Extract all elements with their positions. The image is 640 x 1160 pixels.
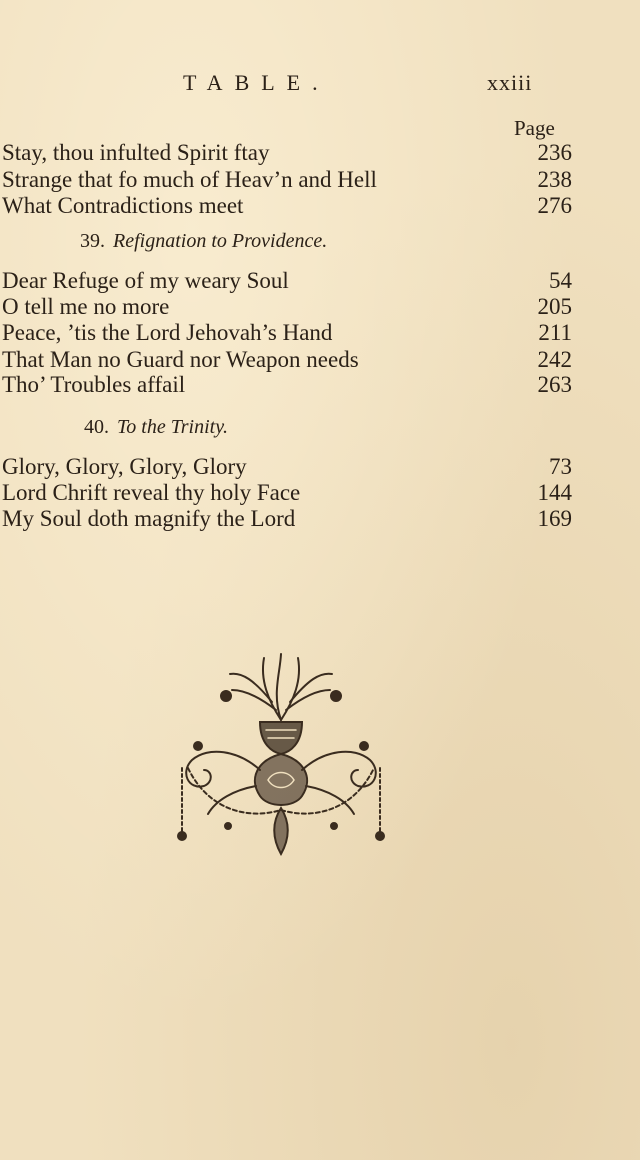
running-head-title: TABLE. bbox=[183, 70, 330, 95]
toc-entry bbox=[2, 372, 572, 398]
toc-entry bbox=[2, 193, 572, 219]
section-heading bbox=[80, 230, 327, 253]
entry-title: Glory, Glory, Glory, Glory bbox=[2, 454, 247, 479]
entry-page: 238 bbox=[537, 167, 572, 192]
entry-title: Peace, ’tis the Lord Jehovah’s Hand bbox=[2, 320, 333, 345]
entry-title: What Contradictions meet bbox=[2, 193, 244, 218]
toc-entry bbox=[2, 167, 572, 193]
entry-page: 73 bbox=[549, 454, 572, 479]
toc-entry bbox=[2, 320, 572, 346]
section-number: 39. bbox=[80, 230, 105, 252]
toc-entry bbox=[2, 347, 572, 373]
page-column-label: Page bbox=[514, 116, 555, 140]
entry-page: 242 bbox=[537, 347, 572, 372]
entry-page: 211 bbox=[538, 320, 572, 345]
entry-title: Tho’ Troubles affail bbox=[2, 372, 186, 397]
entry-title: That Man no Guard nor Weapon needs bbox=[2, 347, 359, 372]
toc-entry bbox=[2, 506, 572, 532]
floral-tailpiece-ornament bbox=[168, 650, 394, 860]
entry-title: Strange that fo much of Heav’n and Hell bbox=[2, 167, 377, 192]
entry-page: 54 bbox=[549, 268, 572, 293]
running-head bbox=[0, 70, 640, 100]
section-title: To the Trinity. bbox=[117, 416, 228, 438]
entry-page: 276 bbox=[537, 193, 572, 218]
toc-entry bbox=[2, 294, 572, 320]
entry-title: O tell me no more bbox=[2, 294, 170, 319]
entry-page: 263 bbox=[537, 372, 572, 397]
entry-page: 144 bbox=[537, 480, 572, 505]
entry-title: Dear Refuge of my weary Soul bbox=[2, 268, 289, 293]
entry-title: Stay, thou infulted Spirit ftay bbox=[2, 140, 270, 165]
entry-title: My Soul doth magnify the Lord bbox=[2, 506, 296, 531]
entry-page: 169 bbox=[537, 506, 572, 531]
toc-entry bbox=[2, 268, 572, 294]
entry-page: 236 bbox=[537, 140, 572, 165]
running-head-page-number: xxiii bbox=[487, 70, 533, 95]
toc-entry bbox=[2, 140, 572, 166]
section-number: 40. bbox=[84, 416, 109, 438]
entry-page: 205 bbox=[537, 294, 572, 319]
toc-entry bbox=[2, 454, 572, 480]
section-title: Refignation to Providence. bbox=[113, 230, 328, 252]
section-heading bbox=[84, 416, 228, 439]
entry-title: Lord Chrift reveal thy holy Face bbox=[2, 480, 301, 505]
toc-entry bbox=[2, 480, 572, 506]
